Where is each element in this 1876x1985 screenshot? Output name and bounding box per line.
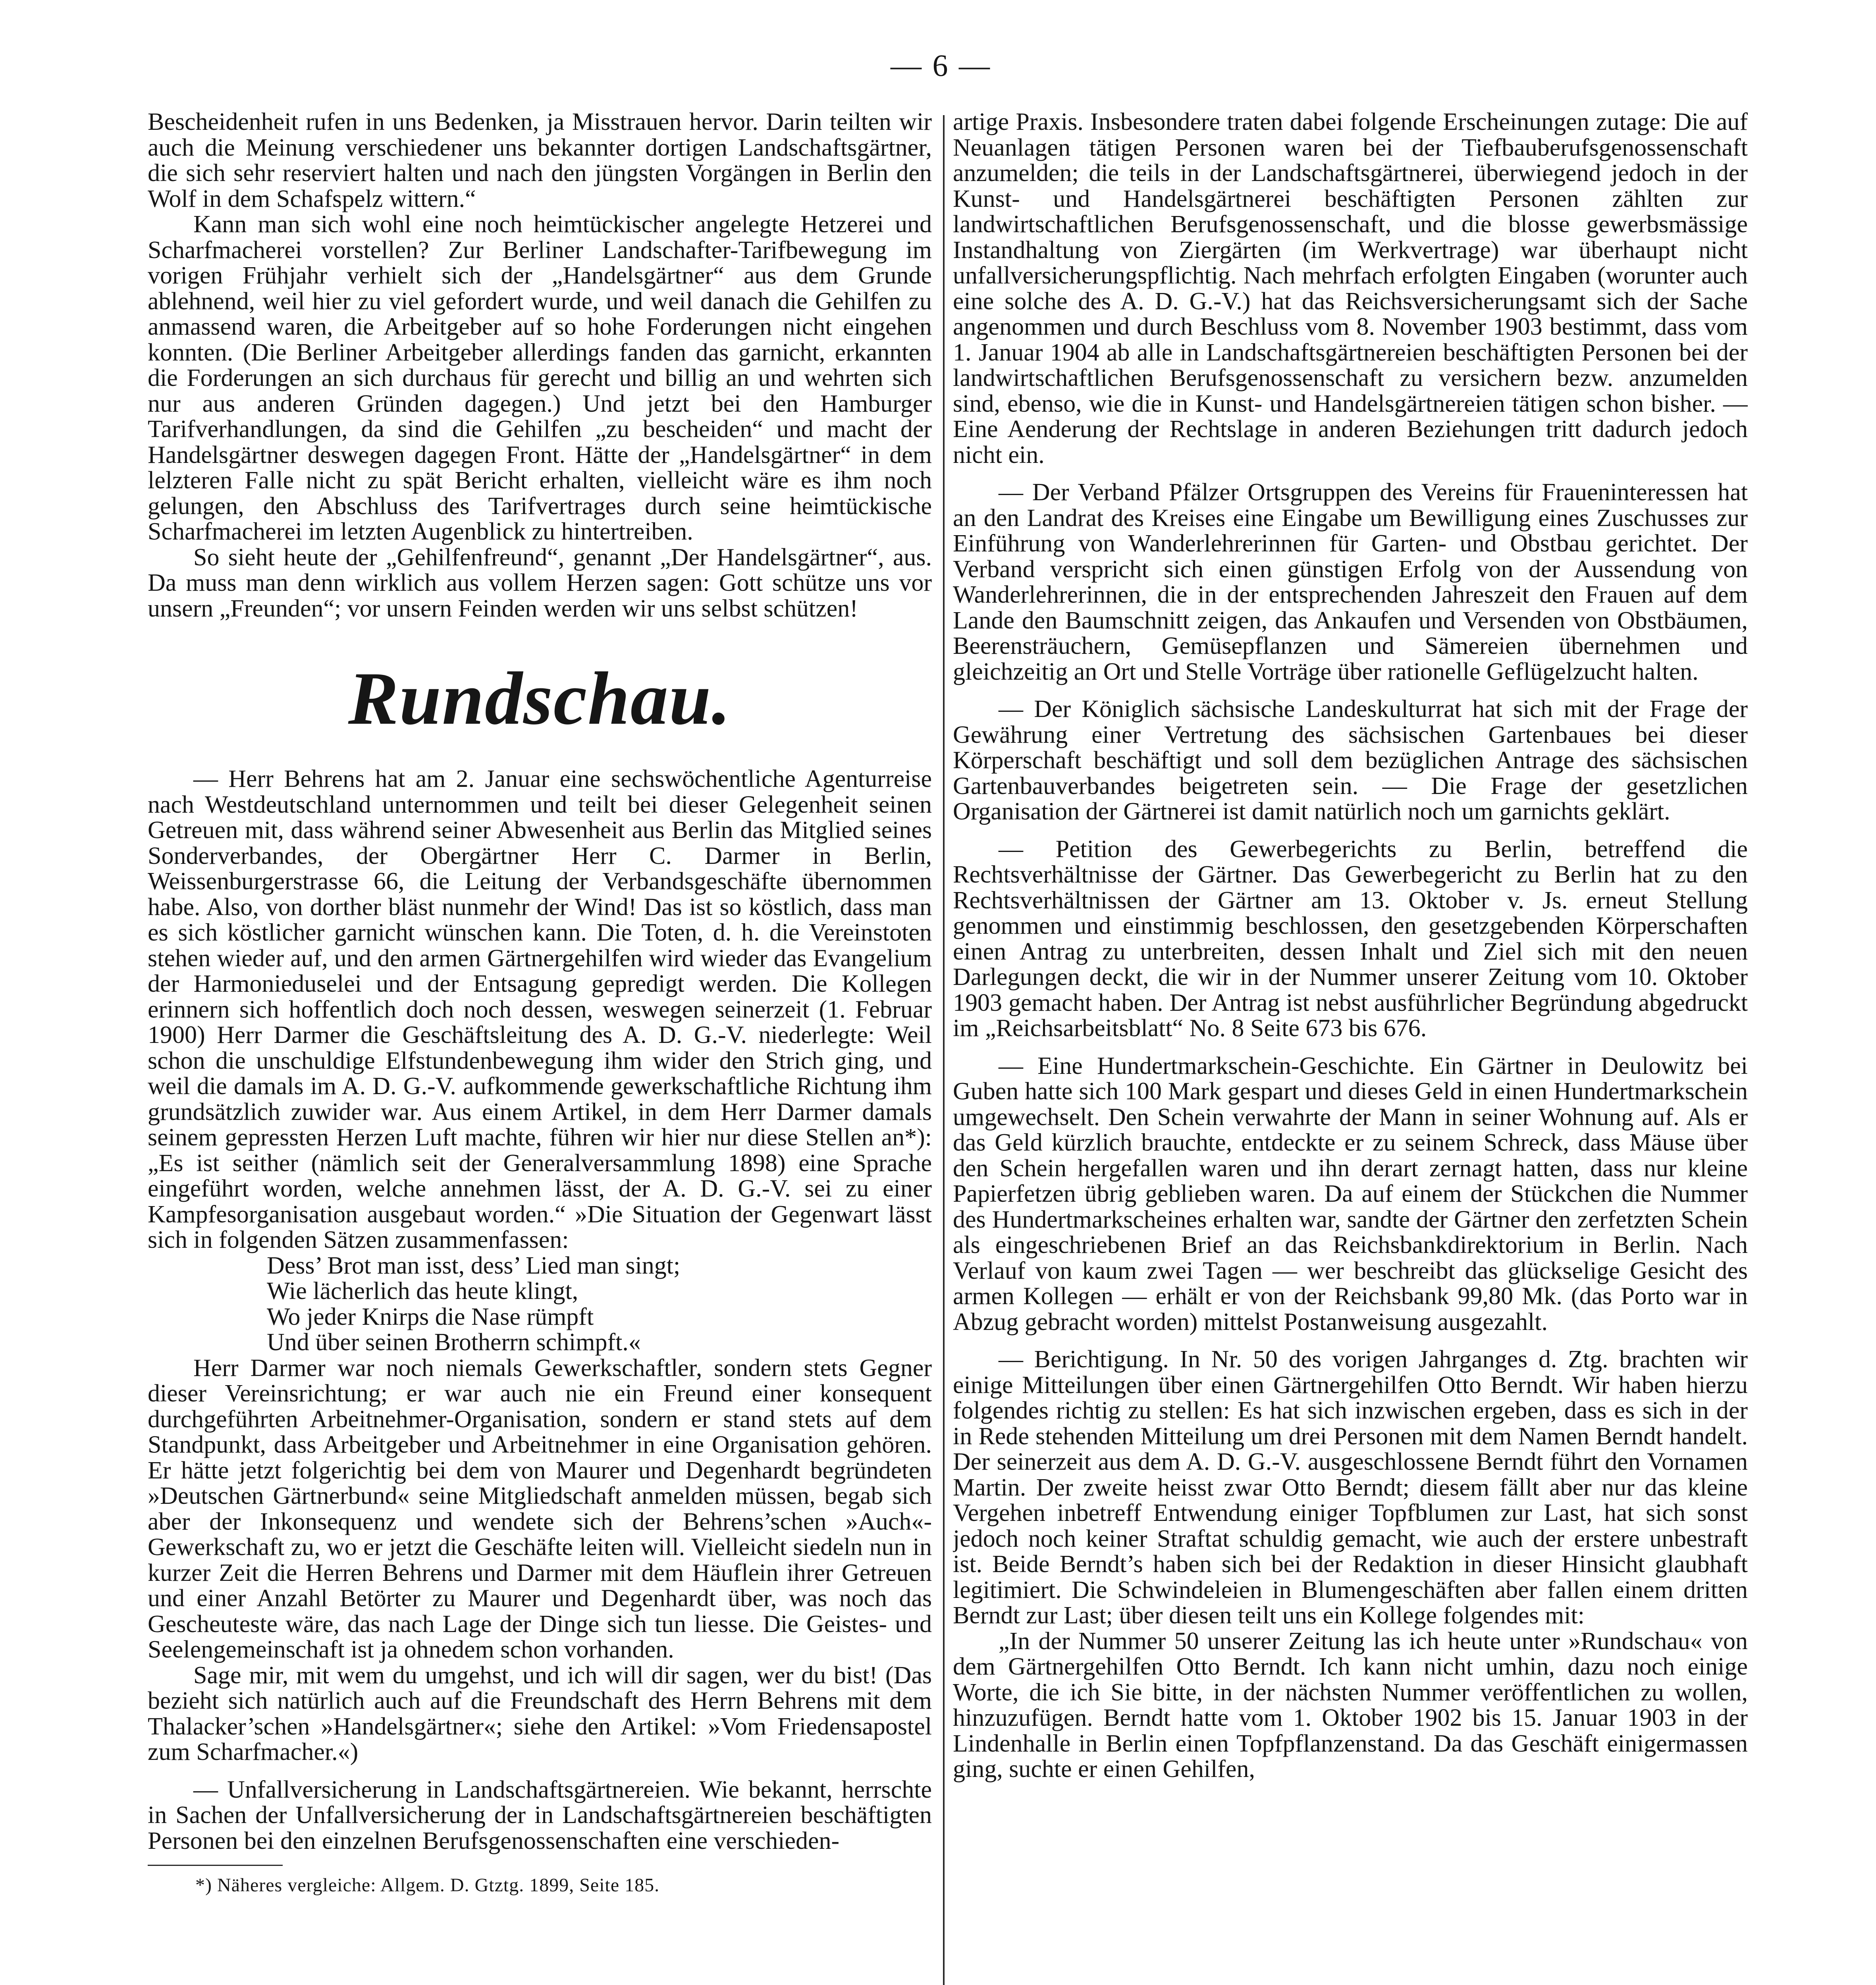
paragraph-sage-mir: Sage mir, mit wem du umgehst, und ich will dir sagen, wer du bist! (Das bezieht sich natürlich auch auf die Freundschaft des Herrn Behrens mit dem Thalacker’schen »Handelsgärtner«; siehe den Artikel: »Vom Friedensapostel zum Scharfmacher.«) xyxy=(148,1661,932,1765)
footnote: *) Näheres vergleiche: Allgem. D. Gtztg. 1899, Seite 185. xyxy=(195,1875,660,1896)
paragraph-sachsen: — Der Königlich sächsische Landeskulturrat hat sich mit der Frage der Gewährung einer Vertretung des sächsischen Gartenbaues bei dieser Körperschaft beschäftigt und soll dem bezüglichen Antrage des sächsischen Gartenbauverbandes beigetreten sein. — Die Frage der gesetzlichen Organisation der Gärtnerei ist damit natürlich noch um garnichts geklärt. xyxy=(953,696,1748,825)
right-column xyxy=(953,109,1748,1985)
paragraph-unfallversicherung: — Unfallversicherung in Landschaftsgärtnereien. Wie bekannt, herrschte in Sachen der Unfallversicherung der in Landschaftsgärtnereien beschäftigten Personen bei den einzelnen Berufsgenossenschaften eine verschieden- xyxy=(148,1776,932,1854)
page-number: — 6 — xyxy=(891,48,991,83)
column-divider xyxy=(943,115,945,1985)
section-heading: Rundschau. xyxy=(348,657,732,740)
paragraph-unfall-continued: artige Praxis. Insbesondere traten dabei folgende Erscheinungen zutage: Die auf Neuanlagen tätigen Personen waren bei der Tiefbauberufsgenossenschaft anzumelden; die teils in der Landschaftsgärtnerei, überwiegend jedoch in der Kunst- und Handelsgärtnerei beschäftigten Personen zählten zur landwirtschaftlichen Berufsgenossenschaft, und die blosse gewerbsmässige Instandhaltung von Ziergärten (im Werkvertrage) war überhaupt nicht unfallversicherungspflichtig. Nach mehrfach erfolgten Eingaben (worunter auch eine solche des A. D. G.-V.) hat das Reichsversicherungsamt sich der Sache angenommen und durch Beschluss vom 8. November 1903 bestimmt, dass vom 1. Januar 1904 ab alle in Landschaftsgärtnereien beschäftigten Personen bei der landwirtschaftlichen Berufsgenossenschaft zu versichern bezw. anzumelden sind, ebenso, wie die in Kunst- und Handelsgärtnereien tätigen schon bisher. — Eine Aenderung der Rechtslage in anderen Beziehungen tritt dadurch jedoch nicht ein. xyxy=(953,109,1748,468)
footnote-divider xyxy=(148,1865,283,1866)
paragraph-petition: — Petition des Gewerbegerichts zu Berlin, betreffend die Rechtsverhältnisse der Gärtner. Das Gewerbegericht zu Berlin hat zu den Rechtsverhältnissen der Gärtner am 13. Oktober v. Js. erneut Stellung genommen und einstimmig beschlossen, den gesetzgebenden Körperschaften einen Antrag zu unterbreiten, dessen Inhalt und Ziel sich mit den neuen Darlegungen deckt, die wir in der Nummer unserer Zeitung vom 10. Oktober 1903 gemacht haben. Der Antrag ist nebst ausführlicher Begründung abgedruckt im „Reichsarbeitsblatt“ No. 8 Seite 673 bis 676. xyxy=(953,835,1748,1042)
verse-line: Dess’ Brot man isst, dess’ Lied man singt; xyxy=(267,1252,681,1279)
left-column xyxy=(148,109,932,1985)
paragraph-hundertmarkschein: — Eine Hundertmarkschein-Geschichte. Ein Gärtner in Deulowitz bei Guben hatte sich 100 Mark gespart und dieses Geld in einen Hundertmarkschein umgewechselt. Den Schein verwahrte der Mann in seiner Wohnung auf. Als er das Geld kürzlich brauchte, entdeckte er zu seinem Schreck, dass Mäuse über den Schein hergefallen waren und ihn derart zernagt hatten, dass nur kleine Papierfetzen übrig geblieben waren. Da auf einem der Stückchen die Nummer des Hundertmarkscheines erhalten war, sandte der Gärtner den zerfetzten Schein als eingeschriebenen Brief an das Reichsbankdirektorium in Berlin. Nach Verlauf von kaum zwei Tagen — wer beschreibt das glückselige Gesicht des armen Kollegen — erhält er von der Reichsbank 99,80 Mk. (das Porto war in Abzug gebracht worden) mittelst Postanweisung ausgezahlt. xyxy=(953,1052,1748,1336)
verse-line: Wie lächerlich das heute klingt, xyxy=(267,1278,578,1305)
verse-line: Und über seinen Brotherrn schimpft.« xyxy=(267,1329,641,1356)
paragraph-pfalz: — Der Verband Pfälzer Ortsgruppen des Vereins für Fraueninteressen hat an den Landrat des Kreises eine Eingabe um Bewilligung eines Zuschusses zur Einführung von Wanderlehrerinnen für Garten- und Obstbau gerichtet. Der Verband verspricht sich einen günstigen Erfolg von der Aussendung von Wanderlehrerinnen, die in der entsprechenden Jahreszeit den Frauen auf dem Lande den Baumschnitt zeigen, das Ankaufen und Versenden von Obstbäumen, Beerensträuchern, Gemüsepflanzen und Sämereien übernehmen und gleichzeitig an Ort und Stelle Vorträge über rationelle Geflügelzucht halten. xyxy=(953,479,1748,685)
paragraph-behrens: — Herr Behrens hat am 2. Januar eine sechswöchentliche Agenturreise nach Westdeutschland unternommen und teilt bei dieser Gelegenheit seinen Getreuen mit, dass während seiner Abwesenheit aus Berlin das Mitglied seines Sonderverbandes, der Obergärtner Herr C. Darmer in Berlin, Weissenburgerstrasse 66, die Leitung der Verbandsgeschäfte übernommen habe. Also, von dorther bläst nunmehr der Wind! Das ist so köstlich, dass man es sich köstlicher garnicht wünschen kann. Die Toten, d. h. die Vereinstoten stehen wieder auf, und den armen Gärtnergehilfen wird wieder das Evangelium der Harmonieduselei und der Entsagung gepredigt werden. Die Kollegen erinnern sich hoffentlich doch noch dessen, weswegen seinerzeit (1. Februar 1900) Herr Darmer die Geschäftsleitung des A. D. G.-V. niederlegte: Weil schon die unschuldige Elfstundenbewegung ihm wider den Strich ging, und weil die damals im A. D. G.-V. aufkommende gewerkschaftliche Richtung ihm grundsätzlich zuwider war. Aus einem Artikel, in dem Herr Darmer damals seinem gepressten Herzen Luft machte, führen wir hier nur diese Stellen an*): „Es ist seither (nämlich seit der Generalversammlung 1898) eine Sprache eingeführt worden, welche annehmen lässt, der A. D. G.-V. sei zu einer Kampfesorganisation ausgebaut worden.“ »Die Situation der Gegenwart lässt sich in folgenden Sätzen zusammenfassen: xyxy=(148,765,932,1253)
paragraph-berichtigung: — Berichtigung. In Nr. 50 des vorigen Jahrganges d. Ztg. brachten wir einige Mitteilungen über einen Gärtnergehilfen Otto Berndt. Wir haben hierzu folgendes richtig zu stellen: Es hat sich inzwischen ergeben, dass es sich in der in Rede stehenden Mitteilung um drei Personen mit dem Namen Berndt handelt. Der seinerzeit aus dem A. D. G.-V. ausgeschlossene Berndt führt den Vornamen Martin. Der zweite heisst zwar Otto Berndt; diesem fällt aber nur das kleine Vergehen inbetreff Entwendung einiger Topfblumen zur Last, hat sich sonst jedoch noch keiner Straftat schuldig gemacht, wie auch der erstere unbestraft ist. Beide Berndt’s haben sich bei der Redaktion in dieser Hinsicht glaubhaft legitimiert. Die Schwindeleien in Blumengeschäften aber fallen einem dritten Berndt zur Last; über diesen teilt uns ein Kollege folgendes mit: xyxy=(953,1346,1748,1629)
verse-line: Wo jeder Knirps die Nase rümpft xyxy=(267,1303,594,1330)
paragraph-darmer: Herr Darmer war noch niemals Gewerkschaftler, sondern stets Gegner dieser Vereinsrichtung; er war auch nie ein Freund einer konsequent durchgeführten Arbeitnehmer-Organisation, sondern er stand stets auf dem Standpunkt, dass Arbeitgeber und Arbeitnehmer in eine Organisation gehören. Er hätte jetzt folgerichtig bei dem von Maurer und Degenhardt begründeten »Deutschen Gärtnerbund« seine Mitgliedschaft anmelden müssen, begab sich aber der Inkonsequenz und wendete sich der Behrens’schen »Auch«-Gewerkschaft zu, wo er jetzt die Geschäfte leiten will. Vielleicht siedeln nun in kurzer Zeit die Herren Behrens und Darmer mit dem Häuflein ihrer Getreuen und einer Anzahl Betörter zu Maurer und Degenhardt über, was noch das Gescheuteste wäre, das nach Lage der Dinge sich tun liesse. Die Geistes- und Seelengemeinschaft ist ja ohnedem schon vorhanden. xyxy=(148,1354,932,1663)
paragraph-intro-2: Kann man sich wohl eine noch heimtückischer angelegte Hetzerei und Scharfmacherei vorstellen? Zur Berliner Landschafter-Tarifbewegung im vorigen Frühjahr verhielt sich der „Handelsgärtner“ aus dem Grunde ablehnend, weil hier zu viel gefordert wurde, und weil danach die Gehilfen zu anmassend waren, die Arbeitgeber auf so hohe Forderungen nicht eingehen konnten. (Die Berliner Arbeitgeber allerdings fanden das garnicht, erkannten die Forderungen an sich durchaus für gerecht und billig an und wehrten sich nur aus anderen Gründen dagegen.) Und jetzt bei den Hamburger Tarifverhandlungen, da sind die Gehilfen „zu bescheiden“ und macht der Handelsgärtner deswegen dagegen Front. Hätte der „Handelsgärtner“ in dem lelzteren Falle nicht zu spät Bericht erhalten, vielleicht wäre es ihm noch gelungen, den Abschluss des Tarifvertrages durch seine heimtückische Scharfmacherei im letzten Augenblick zu hintertreiben. xyxy=(148,211,932,545)
paragraph-quote: „In der Nummer 50 unserer Zeitung las ich heute unter »Rundschau« von dem Gärtnergehilfen Otto Berndt. Ich kann nicht umhin, dazu noch einige Worte, die ich Sie bitte, in der nächsten Nummer veröffentlichen zu wollen, hinzuzufügen. Berndt hatte vom 1. Oktober 1902 bis 15. Januar 1903 in der Lindenhalle in Berlin einen Topfpflanzenstand. Da das Geschäft einigermassen ging, suchte er einen Gehilfen, xyxy=(953,1627,1748,1783)
paragraph-intro-3: So sieht heute der „Gehilfenfreund“, genannt „Der Handelsgärtner“, aus. Da muss man denn wirklich aus vollem Herzen sagen: Gott schütze uns vor unsern „Freunden“; vor unsern Feinden werden wir uns selbst schützen! xyxy=(148,543,932,622)
paragraph-intro-1: Bescheidenheit rufen in uns Bedenken, ja Misstrauen hervor. Darin teilten wir auch die Meinung verschiedener uns bekannter dortigen Landschaftsgärtner, die sich sehr reserviert halten und nach den jüngsten Vorgängen in Berlin den Wolf in dem Schafspelz wittern.“ xyxy=(148,109,932,212)
